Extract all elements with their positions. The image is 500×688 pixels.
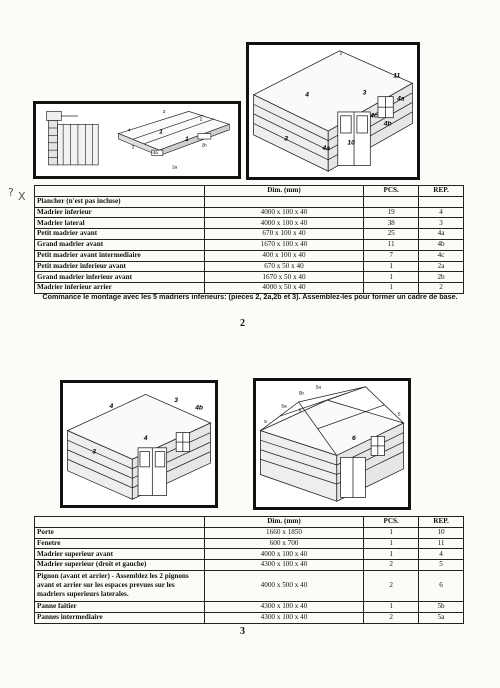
- label-4-top: 4: [305, 91, 309, 99]
- header-rep: REP.: [419, 186, 464, 197]
- table-row: Pannes intermediaire 4300 x 100 x 40 2 5a: [35, 612, 464, 623]
- label-5a: 5a: [281, 404, 287, 410]
- label-2b: 2b: [201, 142, 207, 148]
- label-11: 11: [393, 72, 401, 80]
- bottom-parts-table: [34, 516, 464, 624]
- header-dim: Dim. (mm): [204, 186, 364, 197]
- header-part: [35, 517, 205, 528]
- table-row: Madrier inferieur arrier 4000 x 50 x 40 1 2: [35, 283, 464, 294]
- label-5a-top: 5a: [315, 385, 322, 391]
- label-4-front: 4: [143, 435, 148, 443]
- label-3: 3: [131, 144, 135, 150]
- walls-illustration: [246, 42, 420, 180]
- label-10: 10: [347, 139, 355, 147]
- table-row: Madrier inferieur 4000 x 100 x 40 19 4: [35, 207, 464, 218]
- table-row: Madrier superieur (droit et gauche) 4300 x 100 x 40 2 5: [35, 560, 464, 571]
- label-2-top: 2: [339, 51, 343, 57]
- header-pcs: PCS.: [364, 186, 419, 197]
- table-row: Pignon (avant et arrier) - Assemblez les 2 pignons avant et arrier sur les espaces prevues sur les madriers superieurs laterales. 4000 x 500 x 40 2 6: [35, 570, 464, 601]
- handwritten-question-mark: ?: [8, 186, 14, 199]
- label-1: 1: [159, 128, 163, 136]
- top-parts-table: [34, 185, 464, 294]
- table-row: Grand madrier inferieur avant 1670 x 50 x 40 1 2b: [35, 272, 464, 283]
- header-dim: Dim. (mm): [204, 517, 364, 528]
- table-row: Petit madrier inferieur avant 670 x 50 x 40 1 2a: [35, 261, 464, 272]
- table-row: Madrier lateral 4000 x 100 x 40 38 3: [35, 218, 464, 229]
- label-3-side: 3: [92, 448, 96, 456]
- header-pcs: PCS.: [364, 517, 419, 528]
- label-4b: 4b: [383, 120, 392, 128]
- walls-drawing: [249, 45, 417, 177]
- base-frame-drawing: [36, 104, 238, 176]
- table-row: Grand madrier avant 1670 x 100 x 40 11 4b: [35, 239, 464, 250]
- table-header-row: [35, 186, 464, 197]
- table-row: Madrier superieur avant 4000 x 100 x 40 1 4: [35, 549, 464, 560]
- table-row: Fenetre 600 x 700 1 11: [35, 538, 464, 549]
- label-5b: 5b: [298, 391, 304, 397]
- label-5-left: 5: [264, 420, 267, 425]
- label-2: 2: [162, 109, 166, 115]
- page-number-2: 2: [240, 318, 245, 329]
- table-row: Panne faitier 4300 x 100 x 40 1 5b: [35, 601, 464, 612]
- walls-top-beams-illustration: [60, 380, 218, 508]
- label-4b: 4b: [195, 404, 204, 412]
- label-4a: 4a: [152, 149, 158, 155]
- label-4: 4: [127, 127, 131, 133]
- table-row: Petit madrier avant intermediaire 400 x 100 x 40 7 4c: [35, 250, 464, 261]
- label-3-back: 3: [174, 397, 178, 405]
- gables-roof-drawing: [256, 381, 408, 507]
- table-row: Plancher (n'est pas incluse): [35, 196, 464, 207]
- header-part: [35, 186, 205, 197]
- table-row: Porte 1660 x 1850 1 10: [35, 527, 464, 538]
- label-3-top: 3: [362, 89, 367, 97]
- label-2a: 2a: [172, 164, 178, 170]
- label-6-front: 6: [352, 435, 356, 443]
- page-number-3: 3: [240, 626, 245, 637]
- assembly-note: Commance le montage avec les 5 madriers inferieurs: (pieces 2, 2a,2b et 3). Assemblez-les pour former un cadre de base.: [42, 292, 458, 301]
- label-3-side: 3: [284, 135, 288, 143]
- label-1b: 1: [185, 135, 189, 143]
- gables-roof-illustration: [253, 378, 411, 510]
- walls-top-beams-drawing: [63, 383, 215, 505]
- label-2b-top: 2: [199, 116, 203, 122]
- handwritten-x-mark: X: [18, 190, 26, 203]
- label-4c: 4c: [370, 112, 378, 120]
- label-4a-right: 4a: [397, 95, 405, 103]
- label-4a-front: 4a: [322, 145, 330, 153]
- table-header-row: [35, 517, 464, 528]
- label-4-back: 4: [109, 402, 114, 410]
- table-row: Petit madrier avant 670 x 100 x 40 25 4a: [35, 229, 464, 240]
- base-frame-illustration: [33, 101, 241, 179]
- header-rep: REP.: [419, 517, 464, 528]
- label-6-back: 6: [298, 408, 302, 414]
- label-5-right: 5: [397, 412, 401, 418]
